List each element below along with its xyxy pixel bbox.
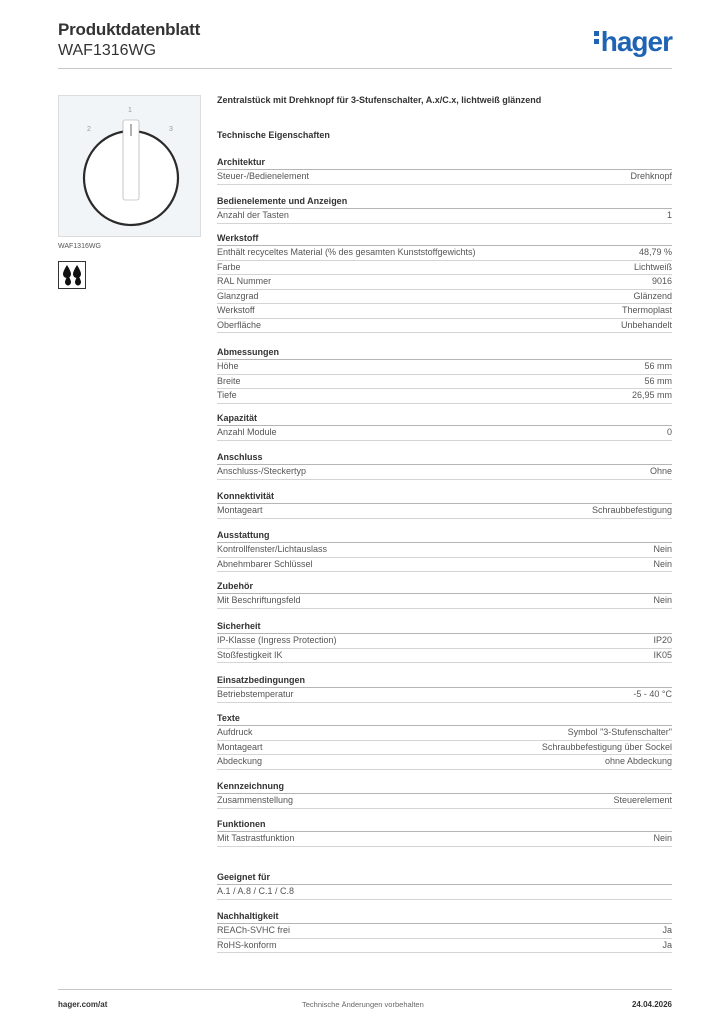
property-label: Anzahl der Tasten (217, 210, 289, 220)
header-divider (58, 68, 672, 69)
property-row (217, 465, 672, 480)
property-value: Nein (653, 595, 672, 605)
property-row (217, 360, 672, 375)
property-value: Unbehandelt (620, 319, 672, 330)
property-label: Breite (217, 375, 241, 386)
property-row (217, 504, 672, 519)
property-label: Abdeckung (217, 756, 263, 766)
property-label: Aufdruck (217, 727, 253, 737)
section-title: Werkstoff (217, 233, 672, 246)
property-row (217, 688, 672, 703)
property-label: Tiefe (217, 390, 237, 400)
section-6 (217, 491, 672, 519)
section-0 (217, 157, 672, 185)
section-9 (217, 621, 672, 663)
section-10 (217, 675, 672, 703)
image-caption: WAF1316WG (58, 243, 101, 250)
property-value: 56 mm (644, 361, 672, 371)
property-value: Schraubbefestigung über Sockel (541, 741, 672, 752)
property-value: IP20 (653, 635, 672, 645)
property-label: Werkstoff (217, 305, 255, 315)
property-value: Ja (662, 925, 672, 935)
property-row (217, 594, 672, 609)
property-value: 1 (666, 210, 672, 220)
water-drops-icon (58, 261, 86, 289)
section-15 (217, 911, 672, 953)
property-label: Kontrollfenster/Lichtauslass (217, 544, 328, 554)
property-label: A.1 / A.8 / C.1 / C.8 (217, 886, 295, 896)
section-title: Abmessungen (217, 347, 672, 360)
property-value: ohne Abdeckung (604, 756, 672, 766)
section-title: Sicherheit (217, 621, 672, 634)
property-value: Symbol "3-Stufenschalter" (567, 727, 672, 737)
property-value: 9016 (651, 276, 672, 286)
property-label: Montageart (217, 741, 263, 752)
section-title: Konnektivität (217, 491, 672, 504)
section-title: Ausstattung (217, 530, 672, 543)
property-label: Abnehmbarer Schlüssel (217, 558, 313, 569)
property-value: Ohne (649, 466, 672, 476)
section-12 (217, 781, 672, 809)
property-row (217, 275, 672, 290)
section-title: Architektur (217, 157, 672, 170)
dial-label-3: 3 (169, 126, 173, 133)
property-value: Nein (653, 558, 672, 569)
property-row (217, 319, 672, 334)
property-value: Nein (653, 833, 672, 843)
section-title: Zubehör (217, 581, 672, 594)
footer-date: 24.04.2026 (631, 1000, 672, 1009)
property-row (217, 261, 672, 276)
property-label: Glanzgrad (217, 290, 259, 301)
property-row (217, 726, 672, 741)
property-value: -5 - 40 °C (633, 689, 672, 699)
section-11 (217, 713, 672, 770)
section-14 (217, 872, 672, 900)
section-4 (217, 413, 672, 441)
property-row (217, 794, 672, 809)
property-row (217, 389, 672, 404)
property-row (217, 426, 672, 441)
property-label: Enthält recyceltes Material (% des gesamten Kunststoffgewichts) (217, 247, 476, 257)
property-row (217, 649, 672, 664)
section-title: Kapazität (217, 413, 672, 426)
property-row (217, 290, 672, 305)
property-label: Mit Beschriftungsfeld (217, 595, 301, 605)
property-label: Mit Tastrastfunktion (217, 833, 295, 843)
logo-dots (594, 31, 599, 47)
property-label: Zusammenstellung (217, 795, 294, 805)
property-label: Montageart (217, 505, 263, 515)
property-row (217, 304, 672, 319)
property-row (217, 558, 672, 573)
property-value: Thermoplast (621, 305, 672, 315)
rotary-switch-illustration (59, 96, 200, 236)
logo-text: hager (600, 26, 672, 57)
property-value: 56 mm (644, 375, 672, 386)
property-row (217, 543, 672, 558)
section-title: Funktionen (217, 819, 672, 832)
section-title: Bedienelemente und Anzeigen (217, 196, 672, 209)
property-row (217, 832, 672, 847)
property-label: Stoßfestigkeit IK (217, 649, 283, 660)
property-label: Anzahl Module (217, 427, 277, 437)
footer-website[interactable]: hager.com/at (58, 1000, 108, 1009)
property-row (217, 885, 672, 900)
hager-logo (594, 28, 672, 56)
property-label: Farbe (217, 261, 241, 272)
property-value: Ja (662, 939, 672, 950)
section-title: Kennzeichnung (217, 781, 672, 794)
property-value: IK05 (653, 649, 672, 660)
property-label: Anschluss-/Steckertyp (217, 466, 307, 476)
section-13 (217, 819, 672, 847)
section-5 (217, 452, 672, 480)
property-value: Drehknopf (630, 171, 672, 181)
property-label: Höhe (217, 361, 239, 371)
document-header (58, 20, 200, 60)
section-8 (217, 581, 672, 609)
section-1 (217, 196, 672, 224)
property-row (217, 246, 672, 261)
property-value: 26,95 mm (631, 390, 672, 400)
section-title: Texte (217, 713, 672, 726)
property-row (217, 741, 672, 756)
property-value: Nein (653, 544, 672, 554)
property-row (217, 375, 672, 390)
property-label: Steuer-/Bedienelement (217, 171, 310, 181)
property-label: RAL Nummer (217, 276, 272, 286)
property-label: REACh-SVHC frei (217, 925, 291, 935)
property-row (217, 939, 672, 954)
technical-data (217, 95, 672, 950)
property-label: IP-Klasse (Ingress Protection) (217, 635, 337, 645)
property-label: Betriebstemperatur (217, 689, 294, 699)
dial-label-1: 1 (128, 107, 132, 114)
property-value: 48,79 % (638, 247, 672, 257)
dial-label-2: 2 (87, 126, 91, 133)
product-image (58, 95, 201, 237)
section-2 (217, 233, 672, 333)
section-3 (217, 347, 672, 404)
property-row (217, 755, 672, 770)
technical-properties-heading: Technische Eigenschaften (217, 130, 330, 140)
property-row (217, 209, 672, 224)
footer-disclaimer: Technische Änderungen vorbehalten (302, 1000, 424, 1009)
property-row (217, 170, 672, 185)
section-7 (217, 530, 672, 572)
product-description: Zentralstück mit Drehknopf für 3-Stufenschalter, A.x/C.x, lichtweiß glänzend (217, 95, 542, 105)
property-value: Glänzend (633, 290, 672, 301)
property-value: Steuerelement (613, 795, 672, 805)
property-row (217, 924, 672, 939)
section-title: Geeignet für (217, 872, 672, 885)
property-row (217, 634, 672, 649)
property-label: Oberfläche (217, 319, 262, 330)
page-title: Produktdatenblatt (58, 20, 201, 39)
section-title: Nachhaltigkeit (217, 911, 672, 924)
section-title: Einsatzbedingungen (217, 675, 672, 688)
property-label: RoHS-konform (217, 939, 277, 950)
property-value: 0 (666, 427, 672, 437)
page-footer (58, 989, 672, 1009)
section-title: Anschluss (217, 452, 672, 465)
property-value: Lichtweiß (633, 261, 672, 272)
product-code: WAF1316WG (58, 42, 157, 59)
property-value: Schraubbefestigung (591, 505, 672, 515)
